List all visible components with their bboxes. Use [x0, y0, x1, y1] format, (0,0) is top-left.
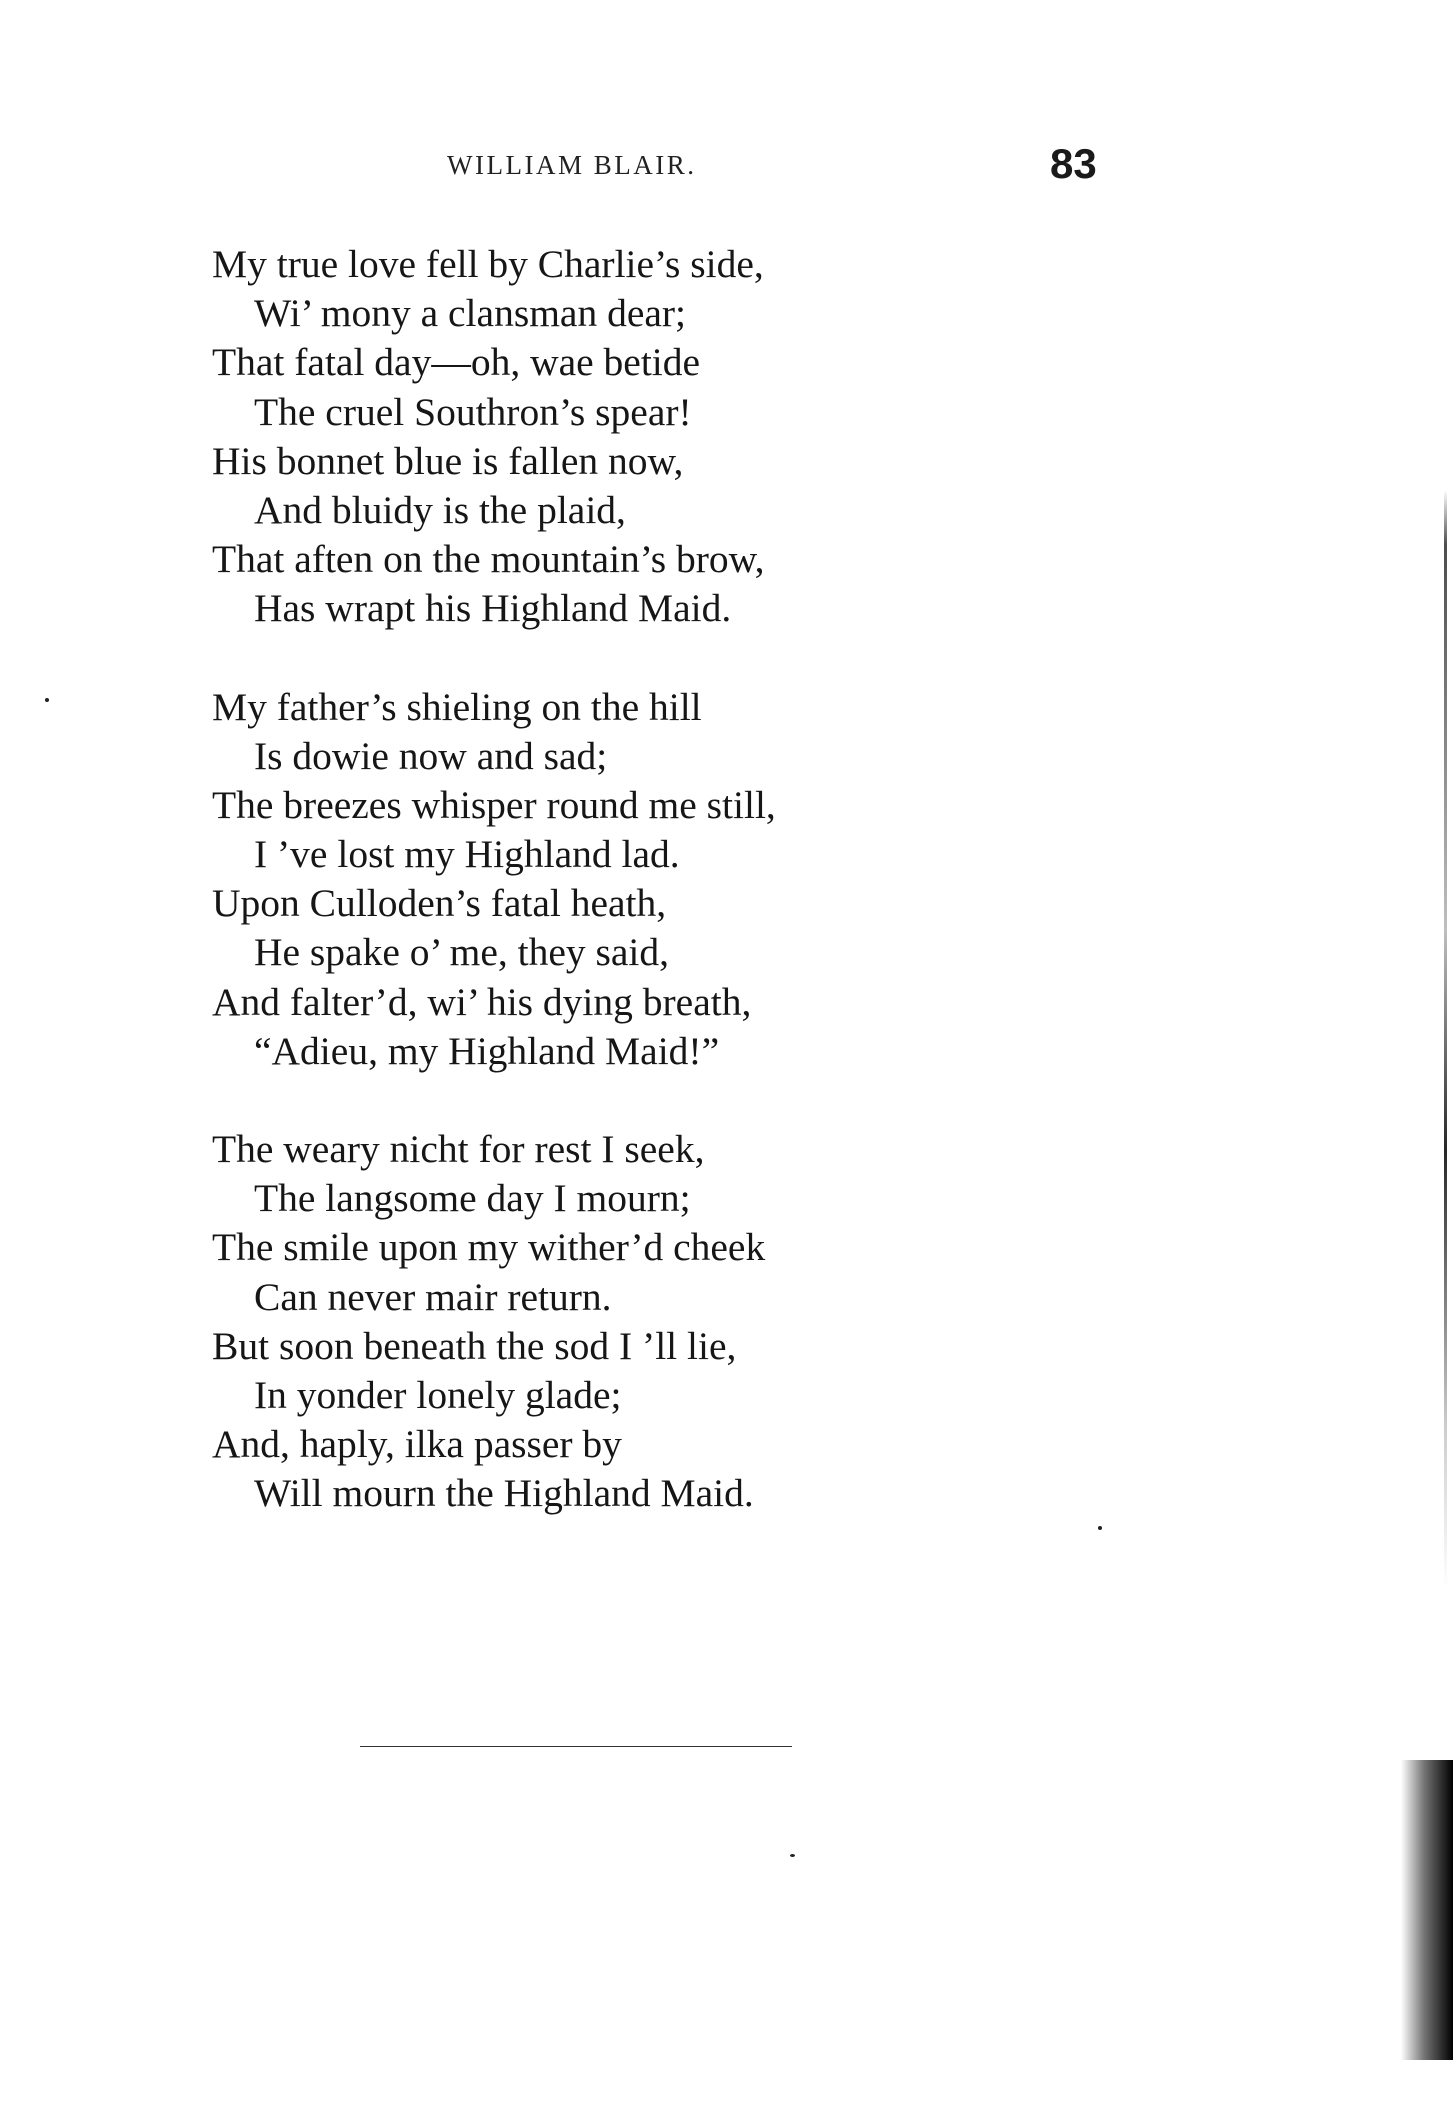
- scan-edge-line: [1444, 490, 1447, 1590]
- poem-line: Will mourn the Highland Maid.: [254, 1471, 754, 1516]
- poem-line: I ’ve lost my Highland lad.: [254, 832, 680, 877]
- scan-speck: [45, 698, 49, 702]
- poem-line: The breezes whisper round me still,: [212, 782, 776, 827]
- poem-line: That fatal day—oh, wae betide: [212, 340, 701, 385]
- poem-line: But soon beneath the sod I ’ll lie,: [212, 1323, 737, 1368]
- poem-line: The weary nicht for rest I seek,: [212, 1127, 705, 1171]
- poem: [212, 240, 932, 1568]
- poem-line: My father’s shieling on the hill: [212, 684, 702, 729]
- poem-line: Can never mair return.: [254, 1274, 612, 1319]
- poem-line: The smile upon my wither’d cheek: [212, 1225, 766, 1270]
- stanza-2: [212, 683, 932, 1077]
- poem-line: And falter’d, wi’ his dying breath,: [212, 979, 752, 1024]
- poem-line: Has wrapt his Highland Maid.: [254, 586, 732, 631]
- poem-line: That aften on the mountain’s brow,: [212, 537, 765, 582]
- stanza-3: [212, 1125, 932, 1519]
- poem-line: Is dowie now and sad;: [254, 733, 608, 778]
- scan-speck: [790, 1854, 795, 1857]
- poem-line: Wi’ mony a clansman dear;: [254, 291, 687, 336]
- scan-speck: [1098, 1526, 1102, 1530]
- poem-line: And bluidy is the plaid,: [254, 487, 626, 532]
- running-head: WILLIAM BLAIR.: [447, 150, 697, 180]
- poem-line: In yonder lonely glade;: [254, 1372, 622, 1417]
- section-divider: [360, 1746, 792, 1747]
- page-number: 83: [1050, 140, 1097, 187]
- poem-line: And, haply, ilka passer by: [212, 1422, 622, 1467]
- scan-edge-shadow: [1401, 1760, 1453, 2060]
- poem-line: His bonnet blue is fallen now,: [212, 438, 684, 483]
- poem-line: “Adieu, my Highland Maid!”: [254, 1028, 720, 1073]
- stanza-1: [212, 240, 932, 634]
- poem-line: The langsome day I mourn;: [254, 1176, 691, 1221]
- poem-line: The cruel Southron’s spear!: [254, 389, 692, 434]
- poem-line: Upon Culloden’s fatal heath,: [212, 881, 667, 926]
- poem-line: My true love fell by Charlie’s side,: [212, 242, 764, 286]
- poem-line: He spake o’ me, they said,: [254, 930, 669, 975]
